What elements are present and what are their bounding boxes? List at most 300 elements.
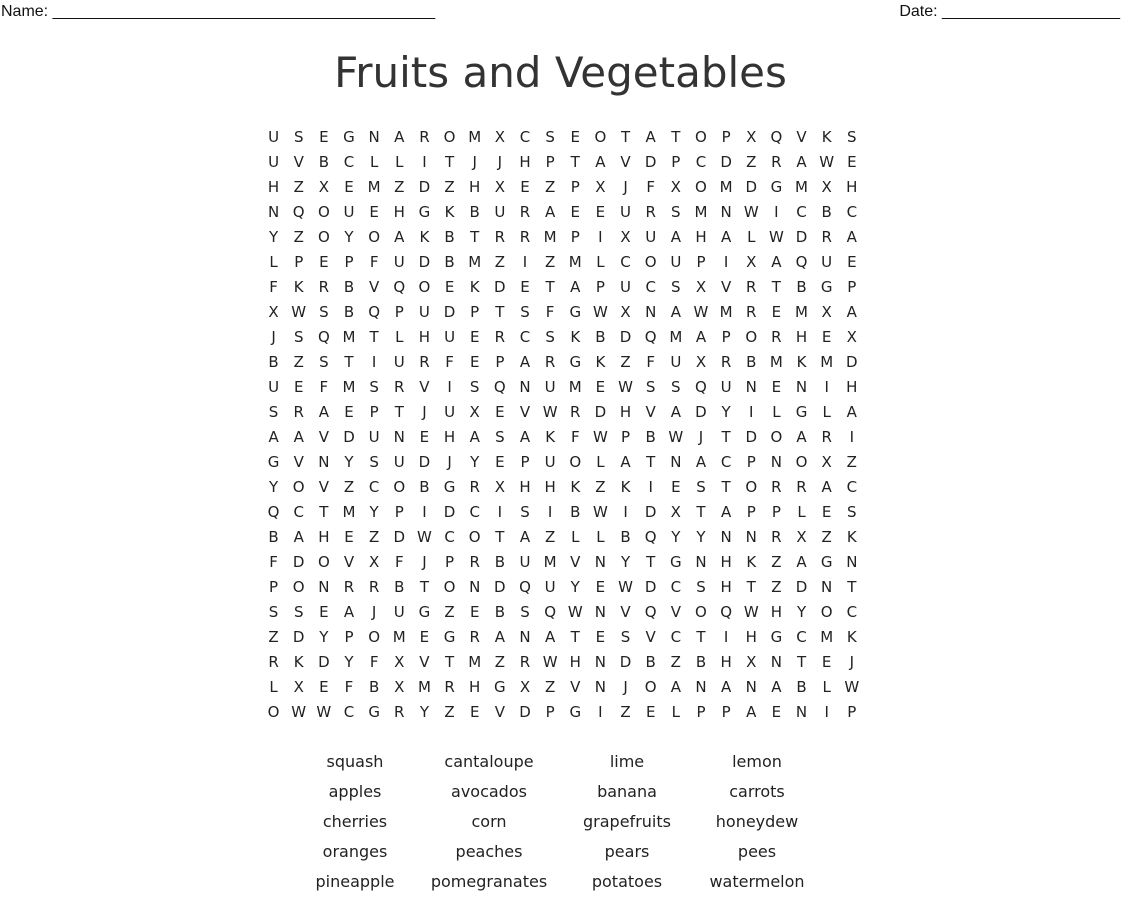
grid-row [261,299,864,324]
grid-letter: Q [317,327,330,346]
grid-letter: Z [846,452,857,471]
grid-letter: K [620,477,631,496]
grid-letter: E [645,702,656,721]
grid-letter: T [646,452,656,471]
grid-letter: A [720,502,732,521]
grid-letter: I [598,702,603,721]
grid-letter: U [268,152,280,171]
grid-letter: N [519,377,531,396]
grid-letter: I [522,252,528,271]
grid-letter: V [645,627,656,646]
grid-letter: G [770,627,783,646]
grid-letter: S [696,477,706,496]
grid-letter: Y [319,627,329,646]
grid-letter: E [771,702,782,721]
grid-letter: S [319,352,329,371]
grid-letter: O [443,577,456,596]
grid-letter: Z [494,252,505,271]
grid-letter: L [596,252,605,271]
grid-letter: L [822,677,831,696]
grid-row [261,574,864,599]
grid-letter: P [595,277,605,296]
grid-letter: S [645,377,656,396]
grid-letter: D [795,577,808,596]
grid-letter: I [723,252,729,271]
grid-letter: Y [344,652,354,671]
grid-letter: O [418,277,431,296]
grid-letter: N [368,127,380,146]
grid-letter: J [271,327,276,346]
grid-letter: F [369,652,379,671]
grid-letter: Z [444,177,455,196]
grid-letter: A [519,527,531,546]
grid-letter: R [343,577,355,596]
grid-letter: A [343,602,355,621]
grid-letter: B [695,652,707,671]
grid-letter: E [847,252,857,271]
grid-letter: S [369,452,379,471]
grid-letter: X [746,252,757,271]
grid-letter: I [849,427,855,446]
grid-letter: Z [293,227,304,246]
grid-letter: E [469,327,480,346]
grid-letter: D [418,252,431,271]
grid-letter: R [469,627,480,646]
grid-letter: A [544,202,556,221]
grid-row [261,549,864,574]
grid-row [261,449,864,474]
grid-letter: L [596,452,605,471]
grid-letter: N [695,552,707,571]
grid-letter: E [319,602,329,621]
grid-letter: D [720,152,732,171]
grid-letter: Z [544,677,556,696]
grid-letter: Z [771,577,782,596]
grid-letter: T [696,502,706,521]
grid-row [261,599,864,624]
grid-letter: T [470,227,480,246]
grid-letter: D [418,177,431,196]
grid-letter: O [368,627,381,646]
grid-letter: H [519,152,531,171]
grid-letter: R [746,302,757,321]
grid-letter: R [469,477,480,496]
grid-letter: G [494,677,506,696]
grid-letter: A [494,627,505,646]
grid-letter: C [469,502,480,521]
grid-letter: G [368,702,380,721]
grid-letter: P [369,402,379,421]
grid-letter: I [774,202,779,221]
grid-letter: J [472,152,477,171]
grid-letter: C [519,327,531,346]
grid-letter: H [267,177,280,196]
grid-letter: P [269,577,279,596]
grid-letter: H [418,327,431,346]
grid-letter: F [545,302,555,321]
grid-letter: W [743,202,759,221]
grid-letter: W [316,702,332,721]
grid-letter: C [368,477,380,496]
grid-letter: C [444,527,455,546]
grid-letter: F [369,252,379,271]
grid-letter: N [720,527,732,546]
grid-letter: Z [293,352,304,371]
grid-letter: X [670,177,681,196]
grid-letter: U [444,327,456,346]
grid-row [261,349,864,374]
grid-letter: V [670,602,681,621]
grid-letter: S [369,377,379,396]
grid-letter: D [594,402,607,421]
grid-letter: U [368,427,380,446]
word-bank-item: pears [604,842,650,861]
grid-letter: M [468,127,482,146]
grid-letter: U [268,377,280,396]
grid-letter: Q [368,302,381,321]
grid-letter: Q [544,602,557,621]
grid-letter: W [291,302,307,321]
word-bank-item: cherries [322,812,388,831]
grid-letter: D [795,227,808,246]
grid-letter: Q [393,277,406,296]
grid-letter: Y [268,477,279,496]
grid-letter: H [443,427,456,446]
grid-letter: P [847,277,857,296]
grid-letter: D [644,152,657,171]
grid-letter: U [393,452,405,471]
grid-letter: B [394,577,405,596]
grid-letter: A [519,352,531,371]
grid-letter: X [821,302,832,321]
grid-letter: A [670,227,681,246]
grid-letter: E [595,627,606,646]
grid-letter: Z [670,652,681,671]
grid-letter: R [318,277,330,296]
grid-row [261,374,864,399]
grid-letter: E [771,377,782,396]
grid-letter: O [317,552,330,571]
grid-letter: V [293,152,304,171]
grid-letter: N [594,677,607,696]
grid-letter: V [293,452,304,471]
grid-letter: R [821,227,832,246]
grid-letter: N [519,627,531,646]
grid-letter: R [444,677,455,696]
grid-letter: K [570,477,581,496]
grid-row [261,474,864,499]
grid-row [261,699,864,724]
grid-letter: H [569,652,581,671]
grid-letter: Q [267,502,280,521]
grid-letter: P [344,627,354,646]
grid-letter: D [393,527,406,546]
grid-letter: S [293,127,304,146]
grid-letter: R [519,202,531,221]
grid-letter: B [796,277,807,296]
grid-letter: A [318,402,329,421]
word-bank-item: lime [609,752,645,771]
grid-letter: L [269,252,278,271]
grid-letter: P [696,252,706,271]
grid-letter: L [596,527,605,546]
grid-letter: D [644,502,657,521]
grid-letter: F [646,352,655,371]
grid-letter: O [393,477,406,496]
grid-letter: K [293,277,304,296]
grid-letter: P [671,152,681,171]
grid-letter: M [820,352,834,371]
grid-letter: X [394,652,405,671]
grid-letter: H [846,177,858,196]
grid-letter: Z [368,527,380,546]
grid-letter: N [795,377,808,396]
grid-letter: H [795,327,808,346]
grid-letter: V [620,602,631,621]
grid-letter: B [821,202,832,221]
grid-letter: M [468,652,482,671]
grid-letter: M [795,302,808,321]
grid-letter: K [419,227,430,246]
grid-letter: R [720,352,732,371]
grid-letter: X [394,677,405,696]
grid-letter: P [520,452,530,471]
grid-letter: K [821,127,832,146]
grid-letter: A [846,402,857,421]
grid-letter: M [367,177,381,196]
grid-letter: M [568,252,582,271]
grid-letter: M [342,377,356,396]
grid-letter: Y [268,227,279,246]
grid-letter: N [645,302,657,321]
grid-row [261,149,864,174]
grid-letter: A [268,427,279,446]
grid-letter: Z [620,702,631,721]
grid-letter: T [570,152,580,171]
grid-letter: B [343,277,355,296]
grid-letter: C [343,702,355,721]
grid-letter: O [644,252,657,271]
grid-letter: N [594,652,607,671]
grid-letter: W [567,602,583,621]
grid-letter: X [469,402,480,421]
grid-letter: S [671,377,681,396]
grid-letter: T [444,152,455,171]
grid-letter: B [419,477,430,496]
grid-letter: W [844,677,860,696]
grid-letter: D [343,427,355,446]
grid-letter: P [570,177,580,196]
grid-letter: Z [343,477,355,496]
grid-letter: D [443,502,456,521]
grid-letter: E [469,702,480,721]
grid-row [261,499,864,524]
grid-letter: C [620,252,631,271]
grid-letter: M [342,502,356,521]
grid-letter: S [620,627,631,646]
grid-letter: X [494,127,505,146]
grid-letter: O [695,127,707,146]
grid-letter: V [519,402,531,421]
grid-letter: G [820,552,833,571]
grid-letter: K [746,552,757,571]
grid-letter: O [745,327,758,346]
grid-letter: D [644,577,657,596]
grid-letter: W [592,302,608,321]
grid-letter: X [620,227,631,246]
grid-letter: H [720,577,732,596]
grid-letter: C [645,277,656,296]
grid-letter: V [494,702,505,721]
grid-letter: A [293,527,304,546]
grid-letter: R [821,427,832,446]
grid-letter: O [468,527,481,546]
grid-letter: P [394,302,404,321]
grid-letter: N [594,552,607,571]
grid-letter: X [293,677,304,696]
grid-letter: R [394,702,405,721]
grid-letter: H [770,602,783,621]
grid-letter: U [444,402,456,421]
grid-letter: V [620,152,631,171]
grid-letter: N [720,202,732,221]
grid-letter: P [847,702,857,721]
grid-letter: S [696,577,706,596]
grid-letter: W [693,302,709,321]
grid-letter: A [670,402,681,421]
grid-letter: S [319,302,329,321]
grid-letter: P [696,702,706,721]
grid-letter: A [846,302,857,321]
grid-letter: A [544,627,556,646]
grid-letter: D [292,627,305,646]
grid-letter: W [542,652,558,671]
grid-letter: O [292,477,305,496]
grid-letter: H [469,677,481,696]
grid-letter: A [519,427,531,446]
grid-letter: T [721,427,731,446]
grid-letter: C [695,152,707,171]
grid-letter: C [720,452,732,471]
grid-letter: A [771,677,782,696]
grid-letter: R [519,227,531,246]
grid-letter: H [619,402,632,421]
grid-letter: Z [595,477,606,496]
grid-letter: E [293,377,304,396]
grid-letter: R [419,352,430,371]
grid-letter: I [422,152,427,171]
grid-letter: Q [795,252,808,271]
grid-letter: E [495,452,505,471]
grid-letter: N [745,527,757,546]
grid-letter: B [645,652,656,671]
grid-letter: W [768,227,784,246]
grid-letter: V [369,277,380,296]
grid-letter: A [796,427,807,446]
grid-letter: E [520,177,530,196]
grid-letter: D [846,352,858,371]
grid-letter: R [268,652,279,671]
grid-letter: E [821,652,832,671]
grid-letter: N [770,452,782,471]
grid-letter: A [670,677,681,696]
grid-letter: Q [644,527,657,546]
grid-letter: S [545,127,555,146]
grid-letter: B [444,252,455,271]
grid-letter: P [470,302,480,321]
grid-letter: X [846,327,857,346]
grid-letter: M [417,677,431,696]
grid-letter: X [821,177,832,196]
grid-letter: O [368,227,381,246]
grid-letter: X [519,677,531,696]
grid-letter: A [394,227,405,246]
grid-letter: O [644,677,657,696]
grid-letter: W [542,402,558,421]
grid-letter: P [344,252,354,271]
grid-letter: T [570,627,580,646]
word-bank-item: watermelon [709,872,805,891]
grid-letter: O [267,702,280,721]
grid-letter: A [821,477,832,496]
grid-letter: E [821,502,832,521]
grid-letter: L [395,327,404,346]
grid-letter: K [293,652,304,671]
grid-letter: T [495,302,505,321]
word-bank-item: pomegranates [430,872,548,891]
grid-letter: X [494,177,505,196]
grid-letter: B [368,677,380,696]
grid-letter: P [621,427,631,446]
grid-letter: D [494,277,506,296]
grid-letter: Q [292,202,305,221]
grid-letter: M [820,627,834,646]
grid-row [261,624,864,649]
grid-letter: Z [771,552,782,571]
grid-letter: T [847,577,857,596]
grid-letter: M [543,552,557,571]
grid-letter: W [668,427,684,446]
grid-letter: U [519,552,531,571]
grid-letter: E [671,477,681,496]
grid-letter: M [719,302,733,321]
grid-letter: U [670,352,682,371]
grid-letter: O [317,202,330,221]
grid-letter: E [344,177,354,196]
grid-letter: L [747,227,756,246]
grid-letter: B [645,427,656,446]
grid-letter: F [269,277,278,296]
grid-letter: E [570,202,580,221]
grid-letter: S [268,602,279,621]
grid-letter: D [418,452,431,471]
grid-letter: D [695,402,707,421]
grid-letter: N [318,452,330,471]
grid-letter: V [570,552,581,571]
grid-letter: M [342,327,356,346]
grid-letter: S [268,402,279,421]
grid-letter: Z [620,352,631,371]
grid-letter: W [618,377,633,396]
grid-letter: F [344,677,354,696]
grid-letter: T [495,527,505,546]
grid-letter: N [695,677,707,696]
grid-letter: E [369,202,379,221]
grid-letter: X [670,502,681,521]
grid-letter: L [772,402,781,421]
grid-letter: X [620,302,631,321]
grid-letter: A [695,327,707,346]
